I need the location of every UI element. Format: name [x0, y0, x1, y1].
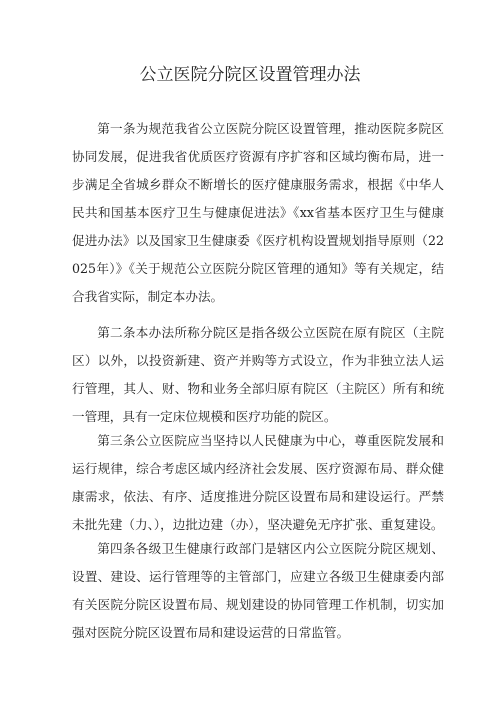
- article-3-paragraph: 第三条公立医院应当坚持以人民健康为中心，尊重医院发展和运行规律，综合考虑区域内经济社会发展、医疗资源布局、群众健康需求，依法、有序、适度推进分院区设置布局和建设运行。严禁未批先建（力、），边批边建（办），坚决避免无序扩张、重复建设。: [72, 433, 444, 532]
- article-2-paragraph: 第二条本办法所称分院区是指各级公立医院在原有院区（主院区）以外，以投资新建、资产并购等方式设立，作为非独立法人运行管理，其人、财、物和业务全部归原有院区（主院区）所有和统一管理，具有一定床位规模和医疗功能的院区。: [72, 325, 444, 424]
- article-1-paragraph: 第一条为规范我省公立医院分院区设置管理，推动医院多院区协同发展，促进我省优质医疗资源有序扩容和区域均衡布局，进一步满足全省城乡群众不断增长的医疗健康服务需求，根据《中华人民共和国基本医疗卫生与健康促进法》《xx省基本医疗卫生与健康促进办法》以及国家卫生健康委《医疗机构设置规划指导原则（22025年）》《关于规范公立医院分院区管理的通知》等有关规定，结合我省实际，制定本办法。: [72, 121, 444, 304]
- document-title: 公立医院分院区设置管理办法: [139, 65, 361, 85]
- article-4-paragraph: 第四条各级卫生健康行政部门是辖区内公立医院分院区规划、设置、建设、运行管理等的主管部门，应建立各级卫生健康委内部有关医院分院区设置布局、规划建设的协同管理工作机制，切实加强对医院分院区设置布局和建设运营的日常监管。: [72, 541, 444, 640]
